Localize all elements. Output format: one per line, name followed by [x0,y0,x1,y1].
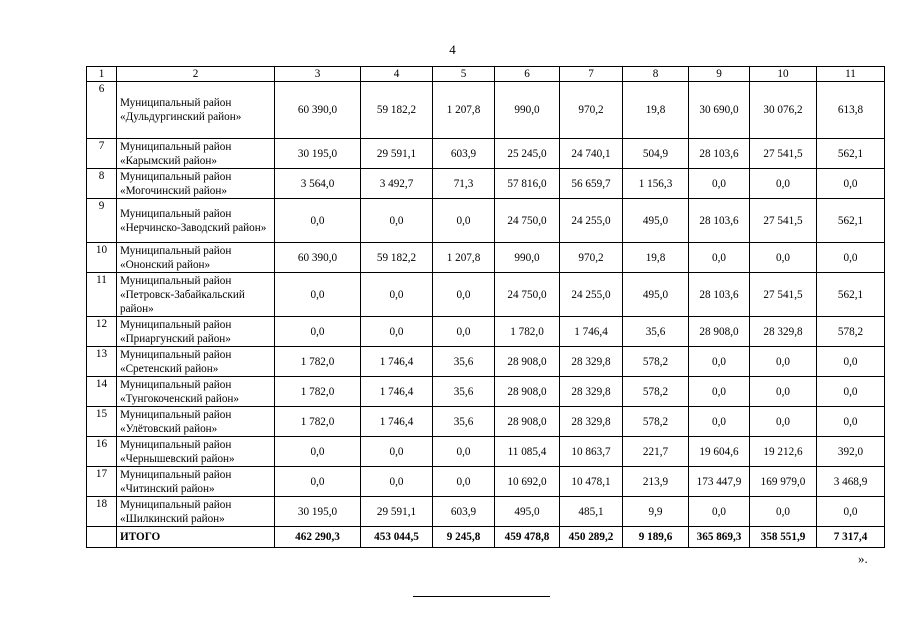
value-cell: 562,1 [817,139,885,169]
row-number: 13 [87,347,117,377]
value-cell: 30 076,2 [750,82,817,139]
row-number: 18 [87,497,117,527]
value-cell: 28 908,0 [495,347,560,377]
row-number: 16 [87,437,117,467]
value-cell: 28 329,8 [560,407,623,437]
value-cell: 28 329,8 [560,347,623,377]
total-cell: 9 189,6 [623,527,689,548]
value-cell: 990,0 [495,243,560,273]
column-number: 5 [433,67,495,82]
value-cell: 0,0 [750,497,817,527]
row-number: 6 [87,82,117,139]
table-row [87,243,885,273]
value-cell: 0,0 [817,377,885,407]
value-cell: 0,0 [433,317,495,347]
column-number: 11 [817,67,885,82]
value-cell: 30 690,0 [689,82,750,139]
value-cell: 0,0 [750,169,817,199]
value-cell: 27 541,5 [750,199,817,243]
value-cell: 59 182,2 [361,243,433,273]
district-name: Муниципальный район «Могочинский район» [117,169,275,199]
value-cell: 35,6 [433,407,495,437]
value-cell: 0,0 [275,273,361,317]
district-name: Муниципальный район «Читинский район» [117,467,275,497]
table-body [87,67,885,527]
table-row [87,317,885,347]
value-cell: 562,1 [817,273,885,317]
value-cell: 221,7 [623,437,689,467]
column-number: 8 [623,67,689,82]
value-cell: 28 908,0 [495,407,560,437]
row-number: 11 [87,273,117,317]
value-cell: 970,2 [560,82,623,139]
value-cell: 0,0 [689,377,750,407]
value-cell: 495,0 [623,199,689,243]
value-cell: 0,0 [361,199,433,243]
budget-table [86,66,885,548]
table-row [87,497,885,527]
value-cell: 578,2 [623,377,689,407]
value-cell: 0,0 [689,347,750,377]
value-cell: 0,0 [750,243,817,273]
value-cell: 27 541,5 [750,139,817,169]
value-cell: 29 591,1 [361,497,433,527]
value-cell: 0,0 [433,199,495,243]
footer-divider [413,596,550,597]
table-row [87,407,885,437]
value-cell: 0,0 [689,169,750,199]
value-cell: 0,0 [750,347,817,377]
value-cell: 9,9 [623,497,689,527]
value-cell: 578,2 [623,407,689,437]
row-number: 8 [87,169,117,199]
value-cell: 10 478,1 [560,467,623,497]
value-cell: 0,0 [275,199,361,243]
value-cell: 25 245,0 [495,139,560,169]
value-cell: 0,0 [275,467,361,497]
value-cell: 0,0 [750,377,817,407]
total-cell: 450 289,2 [560,527,623,548]
value-cell: 19 212,6 [750,437,817,467]
value-cell: 19,8 [623,82,689,139]
district-name: Муниципальный район «Петровск-Забайкальский район» [117,273,275,317]
value-cell: 485,1 [560,497,623,527]
value-cell: 24 255,0 [560,273,623,317]
table-row [87,467,885,497]
column-number: 2 [117,67,275,82]
row-number: 10 [87,243,117,273]
value-cell: 71,3 [433,169,495,199]
value-cell: 1 207,8 [433,243,495,273]
value-cell: 57 816,0 [495,169,560,199]
value-cell: 35,6 [433,347,495,377]
district-name: Муниципальный район «Улётовский район» [117,407,275,437]
table-row [87,82,885,139]
table-row [87,139,885,169]
value-cell: 28 329,8 [560,377,623,407]
value-cell: 3 468,9 [817,467,885,497]
value-cell: 10 692,0 [495,467,560,497]
value-cell: 3 564,0 [275,169,361,199]
page-number: 4 [449,42,456,57]
total-cell: 7 317,4 [817,527,885,548]
value-cell: 1 746,4 [560,317,623,347]
value-cell: 35,6 [433,377,495,407]
value-cell: 0,0 [275,317,361,347]
table-row [87,199,885,243]
row-number: 12 [87,317,117,347]
column-number: 10 [750,67,817,82]
row-number: 7 [87,139,117,169]
value-cell: 0,0 [689,497,750,527]
district-name: Муниципальный район «Приаргунский район» [117,317,275,347]
value-cell: 1 782,0 [495,317,560,347]
value-cell: 0,0 [689,407,750,437]
value-cell: 0,0 [817,169,885,199]
value-cell: 11 085,4 [495,437,560,467]
district-name: Муниципальный район «Ононский район» [117,243,275,273]
value-cell: 60 390,0 [275,243,361,273]
table-row [87,169,885,199]
value-cell: 1 746,4 [361,377,433,407]
value-cell: 0,0 [750,407,817,437]
value-cell: 0,0 [689,243,750,273]
total-label: ИТОГО [117,527,275,548]
value-cell: 24 740,1 [560,139,623,169]
value-cell: 24 255,0 [560,199,623,243]
column-number: 6 [495,67,560,82]
value-cell: 562,1 [817,199,885,243]
total-cell: 462 290,3 [275,527,361,548]
table-row [87,347,885,377]
value-cell: 0,0 [275,437,361,467]
column-number: 7 [560,67,623,82]
value-cell: 1 782,0 [275,407,361,437]
value-cell: 28 103,6 [689,273,750,317]
value-cell: 169 979,0 [750,467,817,497]
column-number-row [87,67,885,82]
value-cell: 970,2 [560,243,623,273]
value-cell: 1 746,4 [361,347,433,377]
district-name: Муниципальный район «Тунгокоченский район» [117,377,275,407]
value-cell: 0,0 [361,273,433,317]
value-cell: 0,0 [361,467,433,497]
value-cell: 495,0 [495,497,560,527]
total-row-number-cell [87,527,117,548]
row-number: 14 [87,377,117,407]
value-cell: 1 156,3 [623,169,689,199]
table-row [87,437,885,467]
value-cell: 1 207,8 [433,82,495,139]
table-row [87,377,885,407]
value-cell: 24 750,0 [495,273,560,317]
value-cell: 30 195,0 [275,139,361,169]
column-number: 1 [87,67,117,82]
district-name: Муниципальный район «Дульдургинский район» [117,82,275,139]
value-cell: 19 604,6 [689,437,750,467]
column-number: 3 [275,67,361,82]
value-cell: 59 182,2 [361,82,433,139]
value-cell: 578,2 [623,347,689,377]
value-cell: 3 492,7 [361,169,433,199]
value-cell: 0,0 [433,467,495,497]
row-number: 9 [87,199,117,243]
value-cell: 1 782,0 [275,377,361,407]
value-cell: 990,0 [495,82,560,139]
table-row [87,273,885,317]
value-cell: 1 746,4 [361,407,433,437]
value-cell: 28 103,6 [689,139,750,169]
value-cell: 30 195,0 [275,497,361,527]
total-cell: 365 869,3 [689,527,750,548]
value-cell: 0,0 [433,437,495,467]
total-cell: 459 478,8 [495,527,560,548]
value-cell: 0,0 [817,407,885,437]
column-number: 4 [361,67,433,82]
value-cell: 603,9 [433,139,495,169]
value-cell: 60 390,0 [275,82,361,139]
row-number: 17 [87,467,117,497]
value-cell: 56 659,7 [560,169,623,199]
total-cell: 9 245,8 [433,527,495,548]
value-cell: 24 750,0 [495,199,560,243]
row-number: 15 [87,407,117,437]
value-cell: 0,0 [433,273,495,317]
value-cell: 28 908,0 [689,317,750,347]
value-cell: 27 541,5 [750,273,817,317]
value-cell: 10 863,7 [560,437,623,467]
total-cell: 453 044,5 [361,527,433,548]
value-cell: 0,0 [817,497,885,527]
value-cell: 392,0 [817,437,885,467]
value-cell: 0,0 [817,347,885,377]
value-cell: 495,0 [623,273,689,317]
value-cell: 613,8 [817,82,885,139]
value-cell: 173 447,9 [689,467,750,497]
value-cell: 0,0 [361,317,433,347]
value-cell: 603,9 [433,497,495,527]
value-cell: 28 908,0 [495,377,560,407]
total-row [87,527,885,548]
column-number: 9 [689,67,750,82]
district-name: Муниципальный район «Сретенский район» [117,347,275,377]
value-cell: 28 329,8 [750,317,817,347]
district-name: Муниципальный район «Шилкинский район» [117,497,275,527]
value-cell: 28 103,6 [689,199,750,243]
total-cell: 358 551,9 [750,527,817,548]
closing-quote: ». [858,551,868,566]
value-cell: 213,9 [623,467,689,497]
value-cell: 1 782,0 [275,347,361,377]
value-cell: 0,0 [817,243,885,273]
value-cell: 29 591,1 [361,139,433,169]
value-cell: 578,2 [817,317,885,347]
value-cell: 504,9 [623,139,689,169]
value-cell: 19,8 [623,243,689,273]
district-name: Муниципальный район «Чернышевский район» [117,437,275,467]
district-name: Муниципальный район «Карымский район» [117,139,275,169]
value-cell: 0,0 [361,437,433,467]
district-name: Муниципальный район «Нерчинско-Заводский район» [117,199,275,243]
value-cell: 35,6 [623,317,689,347]
